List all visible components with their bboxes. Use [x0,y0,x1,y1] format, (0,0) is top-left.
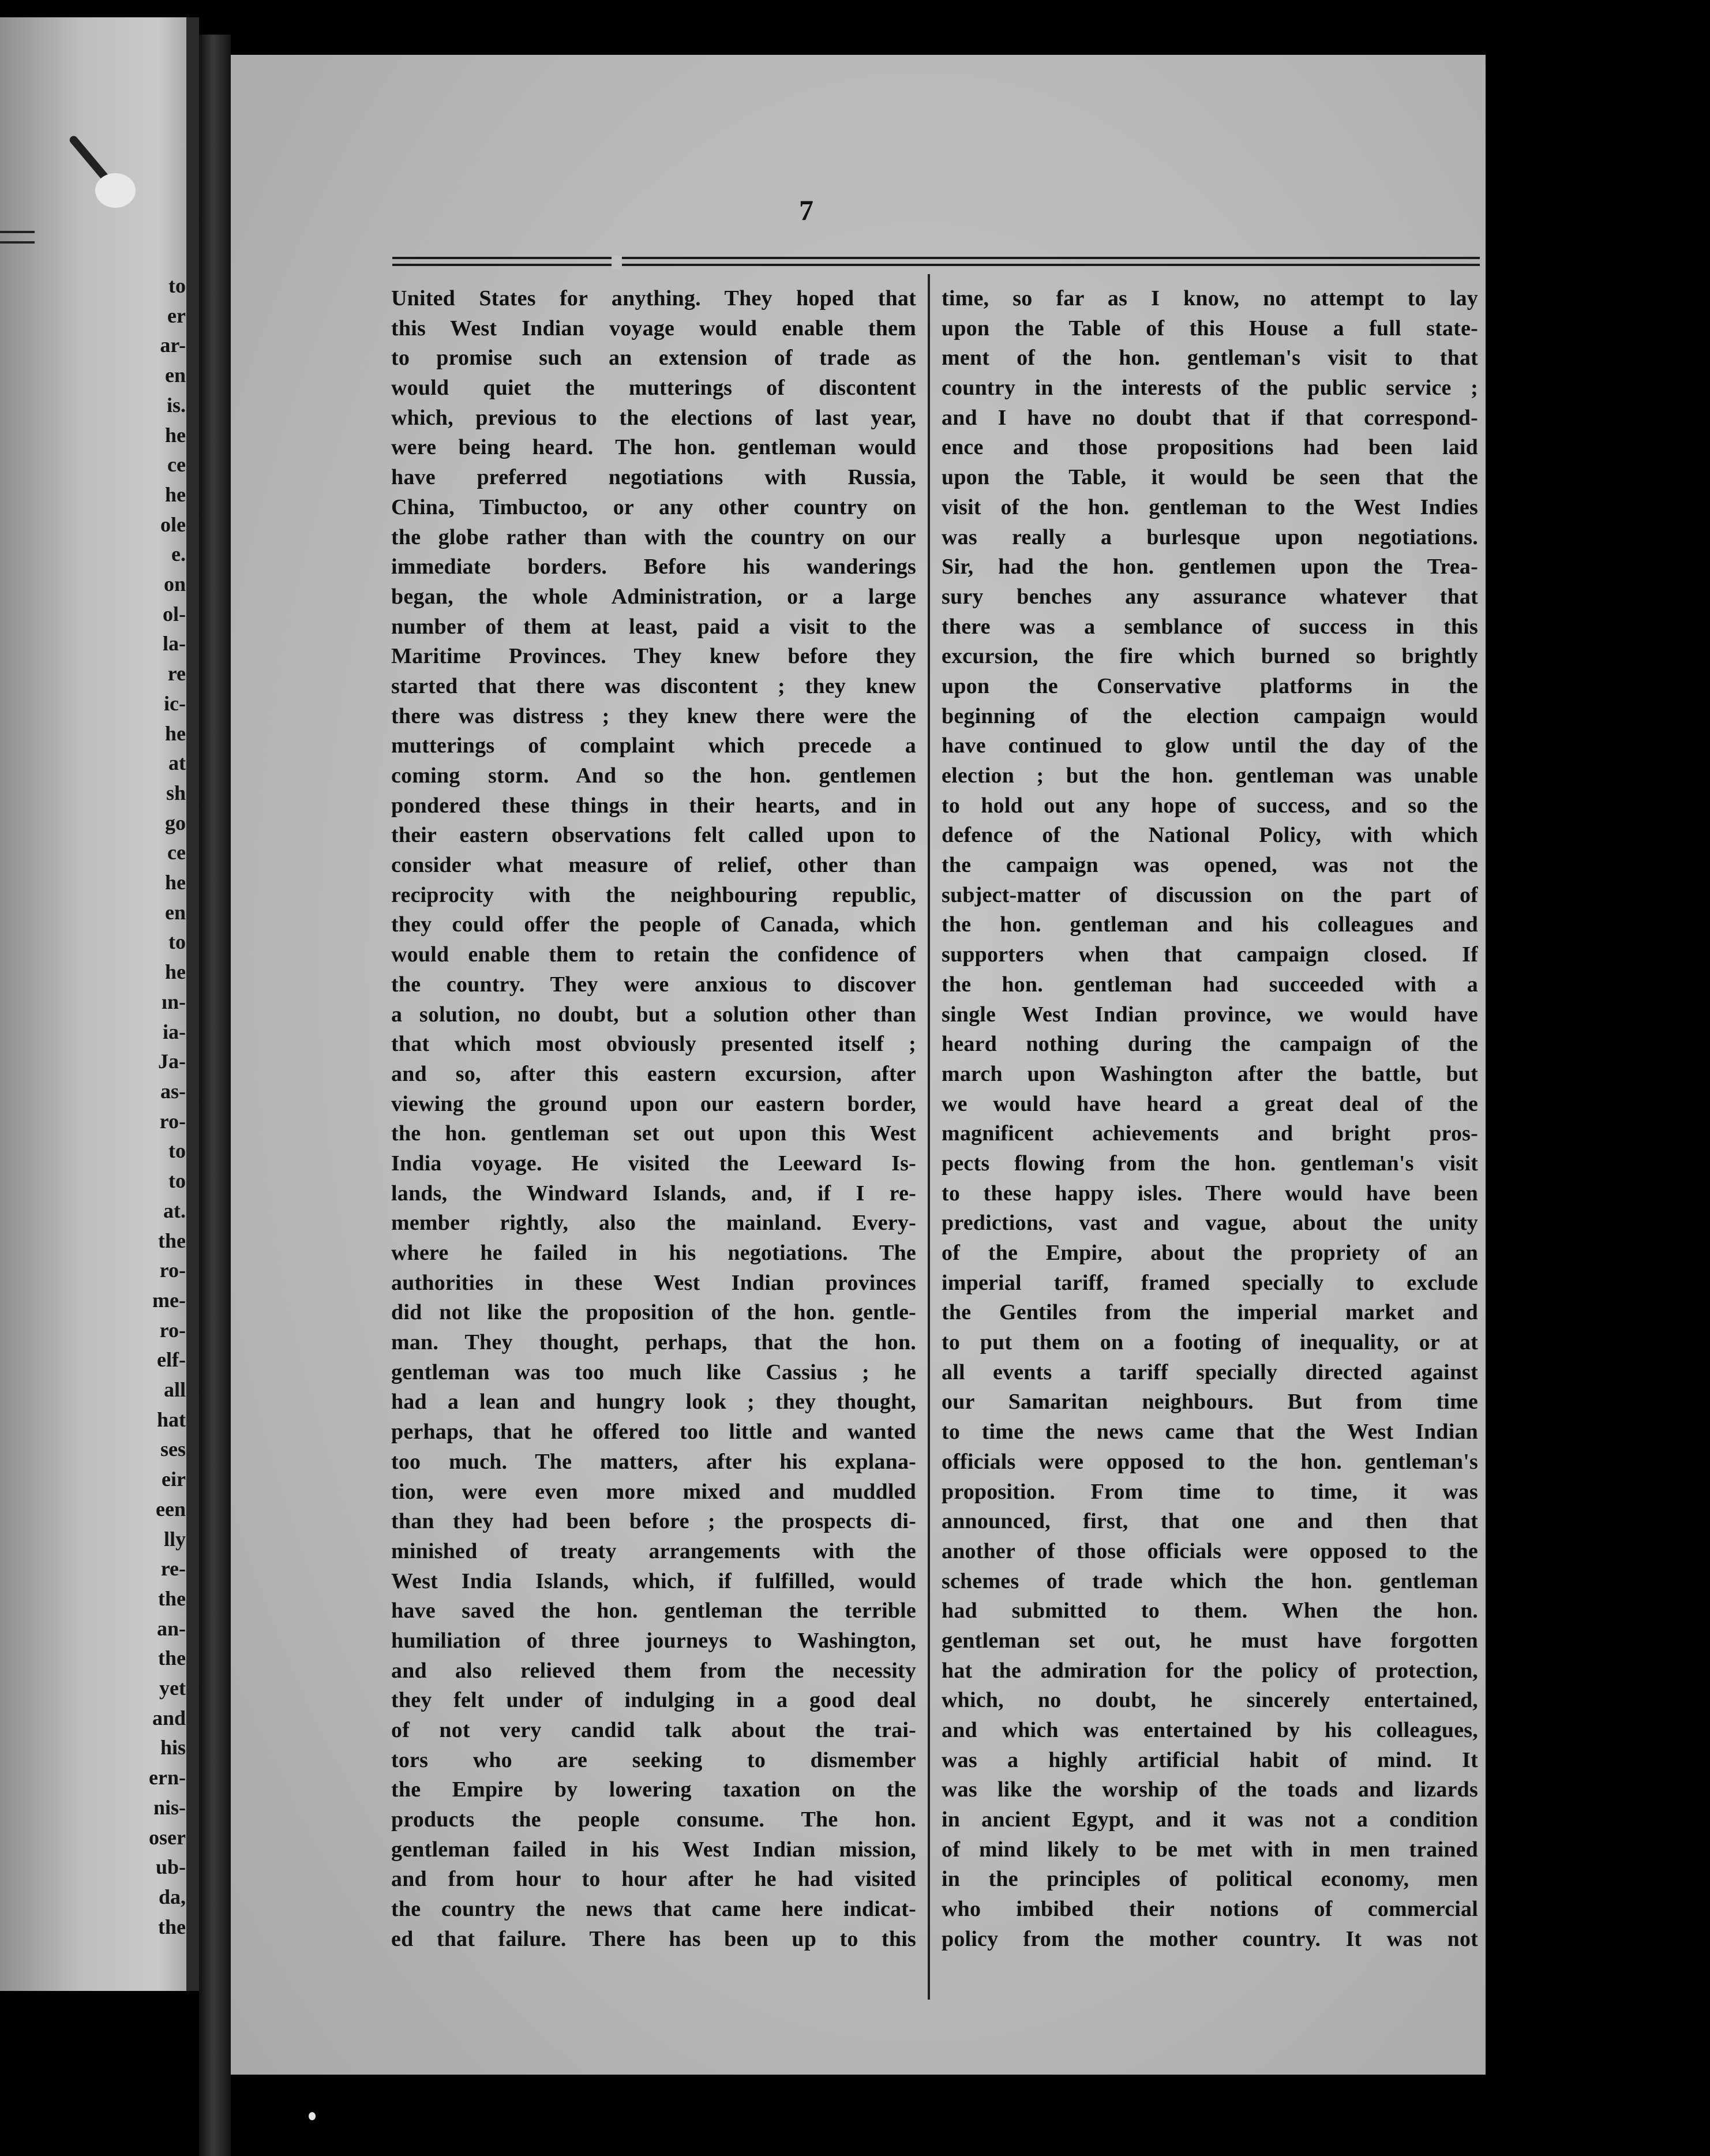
fragment-line: the [158,1586,186,1610]
fragment-line: ce [167,453,186,477]
fragment-line: e. [171,542,186,566]
text-line: China, Timbuctoo, or any other country on [391,495,916,519]
fragment-line: ro- [159,1259,186,1282]
text-line: and so, after this eastern excursion, after [391,1061,916,1086]
page-number: 7 [799,194,813,226]
text-line: upon the Table, it would be seen that the [942,465,1478,490]
text-line: lands, the Windward Islands, and, if I re- [391,1181,916,1206]
text-line: the hon. gentleman had succeeded with a [942,972,1478,997]
fragment-line: he [165,423,186,447]
fragment-line: at [168,751,186,775]
fragment-line: hat [156,1408,186,1431]
text-line: announced, first, that one and then that [942,1509,1478,1534]
fragment-line: is. [166,393,186,417]
text-line: gentleman set out, he must have forgotten [942,1628,1478,1653]
text-line: of the Empire, about the propriety of an [942,1241,1478,1265]
fragment-line: yet [159,1676,186,1700]
text-line: authorities in these West Indian provinces [391,1270,916,1295]
text-line: which, previous to the elections of last year, [391,405,916,430]
text-line: another of those officials were opposed to the [942,1539,1478,1563]
text-line: election ; but the hon. gentleman was unable [942,763,1478,788]
text-line: coming storm. And so the hon. gentlemen [391,763,916,788]
fragment-line: ic- [164,691,186,715]
fragment-line: da, [158,1885,186,1908]
fragment-line: all [163,1378,186,1402]
text-line: the country the news that came here indicat- [391,1897,916,1922]
fragment-line: he [165,482,186,506]
text-line: West India Islands, which, if fulfilled, would [391,1569,916,1593]
text-line: sury benches any assurance whatever that [942,584,1478,609]
text-line: immediate borders. Before his wanderings [391,555,916,579]
text-line: march upon Washington after the battle, but [942,1061,1478,1086]
text-line: country in the interests of the public service ; [942,376,1478,400]
fragment-line: and [152,1706,186,1730]
text-line: minished of treaty arrangements with the [391,1539,916,1563]
text-line: our Samaritan neighbours. But from time [942,1390,1478,1414]
text-line: was really a burlesque upon negotiations. [942,525,1478,549]
fragment-line: er [167,304,186,327]
text-line: gentleman failed in his West Indian mission, [391,1837,916,1862]
fragment-line: his [160,1736,186,1760]
text-line: Sir, had the hon. gentlemen upon the Trea- [942,555,1478,579]
header-double-rule [392,257,1480,268]
text-line: defence of the National Policy, with which [942,823,1478,848]
fragment-line: the [158,1229,186,1252]
text-line: tors who are seeking to dismember [391,1747,916,1772]
fragment-line: lly [163,1527,186,1551]
text-line: supporters when that campaign closed. If [942,942,1478,967]
text-line: United States for anything. They hoped that [391,286,916,310]
fragment-line: to [168,1139,186,1163]
text-line: there was distress ; they knew there were the [391,703,916,728]
column-divider [928,274,930,2000]
text-line: started that there was discontent ; they knew [391,673,916,698]
fragment-line: een [156,1497,186,1521]
text-line: upon the Table of this House a full state- [942,316,1478,340]
text-line: magnificent achievements and bright pros- [942,1121,1478,1146]
text-line: to hold out any hope of success, and so the [942,793,1478,818]
text-line: this West Indian voyage would enable them [391,316,916,340]
fragment-line: the [158,1915,186,1938]
text-line: in the principles of political economy, men [942,1867,1478,1892]
text-line: consider what measure of relief, other than [391,853,916,878]
previous-page-text-fragments [0,271,190,1942]
text-line: there was a semblance of success in this [942,614,1478,639]
fragment-line: ın- [161,990,186,1013]
text-line: the country. They were anxious to discover [391,972,916,997]
text-line: they felt under of indulging in a good deal [391,1688,916,1713]
text-line: and from hour to hour after he had visited [391,1867,916,1892]
text-line: than they had been before ; the prospects di- [391,1509,916,1534]
text-line: began, the whole Administration, or a large [391,584,916,609]
fragment-line: la- [163,632,186,656]
text-line: time, so far as I know, no attempt to lay [942,286,1478,310]
text-line: to promise such an extension of trade as [391,346,916,370]
fragment-line: ro- [159,1109,186,1133]
text-line: had a lean and hungry look ; they thought, [391,1390,916,1414]
text-line: perhaps, that he offered too little and wanted [391,1420,916,1444]
text-line: number of them at least, paid a visit to the [391,614,916,639]
text-line: pects flowing from the hon. gentleman's visit [942,1151,1478,1176]
text-line: who imbibed their notions of commercial [942,1897,1478,1922]
text-line: would quiet the mutterings of discontent [391,376,916,400]
fragment-line: at. [163,1199,186,1222]
text-line: ence and those propositions had been laid [942,435,1478,460]
text-line: predictions, vast and vague, about the unity [942,1211,1478,1236]
text-line: humiliation of three journeys to Washington, [391,1628,916,1653]
text-line: gentleman was too much like Cassius ; he [391,1360,916,1384]
left-text-column [391,284,916,1955]
fragment-line: to [168,274,186,297]
text-line: member rightly, also the mainland. Every- [391,1211,916,1236]
text-line: which, no doubt, he sincerely entertained, [942,1688,1478,1713]
text-line: the Empire by lowering taxation on the [391,1777,916,1802]
text-line: and also relieved them from the necessity [391,1658,916,1683]
text-line: the Gentiles from the imperial market and [942,1300,1478,1325]
fragment-line: en [165,900,186,924]
text-line: mutterings of complaint which precede a [391,733,916,758]
text-line: hat the admiration for the policy of protection, [942,1658,1478,1683]
scan-speck [309,2112,316,2120]
fragment-line: go [165,811,186,834]
text-line: a solution, no doubt, but a solution other than [391,1002,916,1027]
text-line: pondered these things in their hearts, and in [391,793,916,818]
fragment-line: to [168,930,186,954]
fragment-line: he [165,960,186,984]
text-line: have saved the hon. gentleman the terrible [391,1599,916,1623]
fragment-line: en [165,364,186,387]
text-line: and which was entertained by his colleagues, [942,1718,1478,1742]
document-page [231,55,1486,2075]
fragment-line: he [165,871,186,894]
text-line: in ancient Egypt, and it was not a condition [942,1807,1478,1832]
text-line: officials were opposed to the hon. gentleman's [942,1449,1478,1474]
text-line: have continued to glow until the day of the [942,733,1478,758]
fragment-line: on [163,572,186,596]
previous-page-shadow [186,17,199,1991]
text-line: was a highly artificial habit of mind. It [942,1747,1478,1772]
text-line: of mind likely to be met with in men trained [942,1837,1478,1862]
fragment-line: ole [160,512,186,536]
fragment-line: ce [167,841,186,864]
text-line: all events a tariff specially directed against [942,1360,1478,1384]
text-line: the hon. gentleman set out upon this West [391,1121,916,1146]
text-line: reciprocity with the neighbouring republic, [391,882,916,907]
fragment-line: ub- [155,1855,186,1879]
text-line: their eastern observations felt called upon to [391,823,916,848]
fragment-line: oser [149,1825,186,1849]
text-line: to these happy isles. There would have been [942,1181,1478,1206]
fragment-line: the [158,1646,186,1670]
text-line: excursion, the fire which burned so brightly [942,644,1478,669]
fragment-line: sh [166,781,186,804]
text-line: tion, were even more mixed and muddled [391,1479,916,1504]
previous-page-edge [0,17,199,1991]
text-line: where he failed in his negotiations. The [391,1241,916,1265]
text-line: proposition. From time to time, it was [942,1479,1478,1504]
fragment-line: nis- [153,1795,186,1819]
text-line: imperial tariff, framed specially to exclude [942,1270,1478,1295]
text-line: had submitted to them. When the hon. [942,1599,1478,1623]
text-line: beginning of the election campaign would [942,703,1478,728]
text-line: that which most obviously presented itself ; [391,1032,916,1057]
fragment-line: eir [162,1468,186,1491]
fragment-line: ses [160,1438,186,1461]
fragment-line: Ja- [158,1050,186,1073]
text-line: visit of the hon. gentleman to the West Indies [942,495,1478,519]
fragment-line: ern- [149,1766,186,1790]
text-line: were being heard. The hon. gentleman would [391,435,916,460]
fragment-line: me- [152,1288,186,1312]
text-line: heard nothing during the campaign of the [942,1032,1478,1057]
text-line: policy from the mother country. It was not [942,1926,1478,1951]
fragment-line: to [168,1169,186,1193]
fragment-line: re- [160,1557,186,1581]
fragment-line: an- [156,1616,186,1640]
text-line: the globe rather than with the country on our [391,525,916,549]
text-line: was like the worship of the toads and lizards [942,1777,1478,1802]
text-line: Maritime Provinces. They knew before they [391,644,916,669]
text-line: schemes of trade which the hon. gentleman [942,1569,1478,1593]
text-line: man. They thought, perhaps, that the hon. [391,1330,916,1355]
text-line: viewing the ground upon our eastern border, [391,1091,916,1116]
text-line: to put them on a footing of inequality, or at [942,1330,1478,1355]
fragment-line: he [165,721,186,745]
fragment-line: ro- [159,1318,186,1342]
text-line: and I have no doubt that if that correspond- [942,405,1478,430]
text-line: ed that failure. There has been up to this [391,1926,916,1951]
text-line: too much. The matters, after his explana- [391,1449,916,1474]
previous-page-rule [0,231,35,244]
text-line: ment of the hon. gentleman's visit to that [942,346,1478,370]
book-binding [199,35,231,2156]
text-line: to time the news came that the West Indian [942,1420,1478,1444]
text-line: upon the Conservative platforms in the [942,673,1478,698]
text-line: products the people consume. The hon. [391,1807,916,1832]
text-line: we would have heard a great deal of the [942,1091,1478,1116]
text-line: would enable them to retain the confidence of [391,942,916,967]
fragment-line: ol- [163,602,186,626]
fragment-line: elf- [157,1348,186,1372]
fragment-line: ia- [163,1020,186,1043]
fragment-line: ar- [160,334,186,357]
text-line: have preferred negotiations with Russia, [391,465,916,490]
text-line: subject-matter of discussion on the part of [942,882,1478,907]
text-line: single West Indian province, we would have [942,1002,1478,1027]
text-line: of not very candid talk about the trai- [391,1718,916,1742]
text-line: the campaign was opened, was not the [942,853,1478,878]
text-line: the hon. gentleman and his colleagues and [942,912,1478,937]
text-line: did not like the proposition of the hon. gentle- [391,1300,916,1325]
right-text-column [942,284,1478,1955]
text-line: they could offer the people of Canada, which [391,912,916,937]
fragment-line: re [167,662,186,686]
text-line: India voyage. He visited the Leeward Is- [391,1151,916,1176]
fragment-line: as- [160,1079,186,1103]
page-blotch-mark [95,173,136,208]
